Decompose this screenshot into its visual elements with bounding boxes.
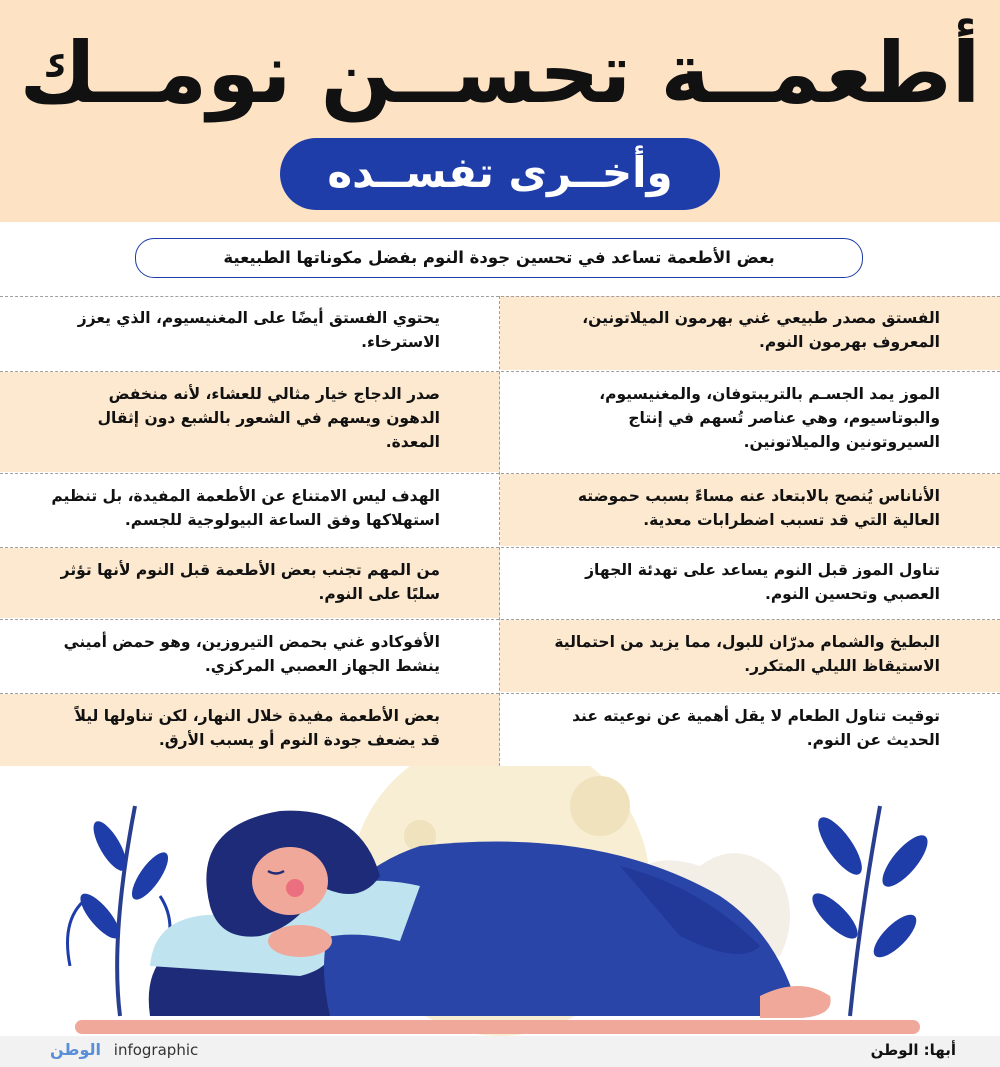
tip-cell-left: الأفوكادو غني بحمض التيروزين، وهو حمض أميني ينشط الجهاز العصبي المركزي. <box>63 633 440 675</box>
tip-cell-right: البطيخ والشمام مدرّان للبول، مما يزيد من احتمالية الاستيقاظ الليلي المتكرر. <box>500 620 1000 692</box>
row-divider <box>0 371 1000 372</box>
tip-cell-left: من المهم تجنب بعض الأطعمة قبل النوم لأنها تؤثر سلبًا على النوم. <box>0 548 500 618</box>
source-credit: أبها: الوطن <box>870 1041 956 1059</box>
tip-cell-right: الفستق مصدر طبيعي غني بهرمون الميلاتونين، المعروف بهرمون النوم. <box>500 296 1000 370</box>
watan-logo: الوطن <box>50 1040 101 1059</box>
brand-block <box>50 1040 198 1059</box>
right-leaf <box>875 829 935 893</box>
tip-cell-left: الهدف ليس الامتناع عن الأطعمة المفيدة، بل تنظيم استهلاكها وفق الساعة البيولوجية للجسم. <box>51 487 440 529</box>
left-leaf <box>126 847 175 904</box>
right-leaf <box>867 908 922 963</box>
tip-cell-right: الموز يمد الجسـم بالتريبتوفان، والمغنيسيوم، والبوتاسيوم، وهي عناصر تُسهم في إنتاج السيروتونين والميلاتونين. <box>599 385 940 451</box>
tip-cell-right: توقيت تناول الطعام لا يقل أهمية عن نوعيته عند الحديث عن النوم. <box>572 707 940 749</box>
row-divider <box>0 296 1000 297</box>
row-divider <box>0 547 1000 548</box>
cheek <box>286 879 304 897</box>
tip-cell-right: تناول الموز قبل النوم يساعد على تهدئة الجهاز العصبي وتحسين النوم. <box>585 561 940 603</box>
row-divider <box>0 619 1000 620</box>
intro-banner: بعض الأطعمة تساعد في تحسين جودة النوم بفضل مكوناتها الطبيعية <box>135 238 863 278</box>
tip-cell-left: صدر الدجاج خيار مثالي للعشاء، لأنه منخفض الدهون ويسهم في الشعور بالشبع دون إثقال المعدة. <box>0 372 500 472</box>
hand <box>268 925 332 957</box>
footer-bar <box>0 1036 1000 1067</box>
row-divider <box>0 473 1000 474</box>
left-leaf <box>87 817 132 875</box>
moon-crater <box>570 776 630 836</box>
main-title: أطعمــة تحســن نومــك <box>19 24 981 122</box>
left-branch <box>117 806 135 1016</box>
mattress <box>75 1020 920 1034</box>
row-divider <box>0 693 1000 694</box>
tip-cell-left: يحتوي الفستق أيضًا على المغنيسيوم، الذي يعزز الاسترخاء. <box>77 309 440 351</box>
sleeping-woman-illustration <box>0 766 1000 1036</box>
header-banner <box>0 0 1000 222</box>
brand-infographic: infographic <box>113 1041 199 1059</box>
column-divider <box>499 296 500 766</box>
tip-cell-right: الأناناس يُنصح بالابتعاد عنه مساءً بسبب حموضته العالية التي قد تسبب اضطرابات معدية. <box>500 474 1000 546</box>
tip-cell-left: بعض الأطعمة مفيدة خلال النهار، لكن تناولها ليلاً قد يضعف جودة النوم أو يسبب الأرق. <box>0 694 500 766</box>
subtitle-pill: وأخــرى تفســده <box>280 138 720 210</box>
right-leaf <box>811 811 870 880</box>
right-leaf <box>806 887 864 945</box>
right-branch <box>850 806 880 1016</box>
